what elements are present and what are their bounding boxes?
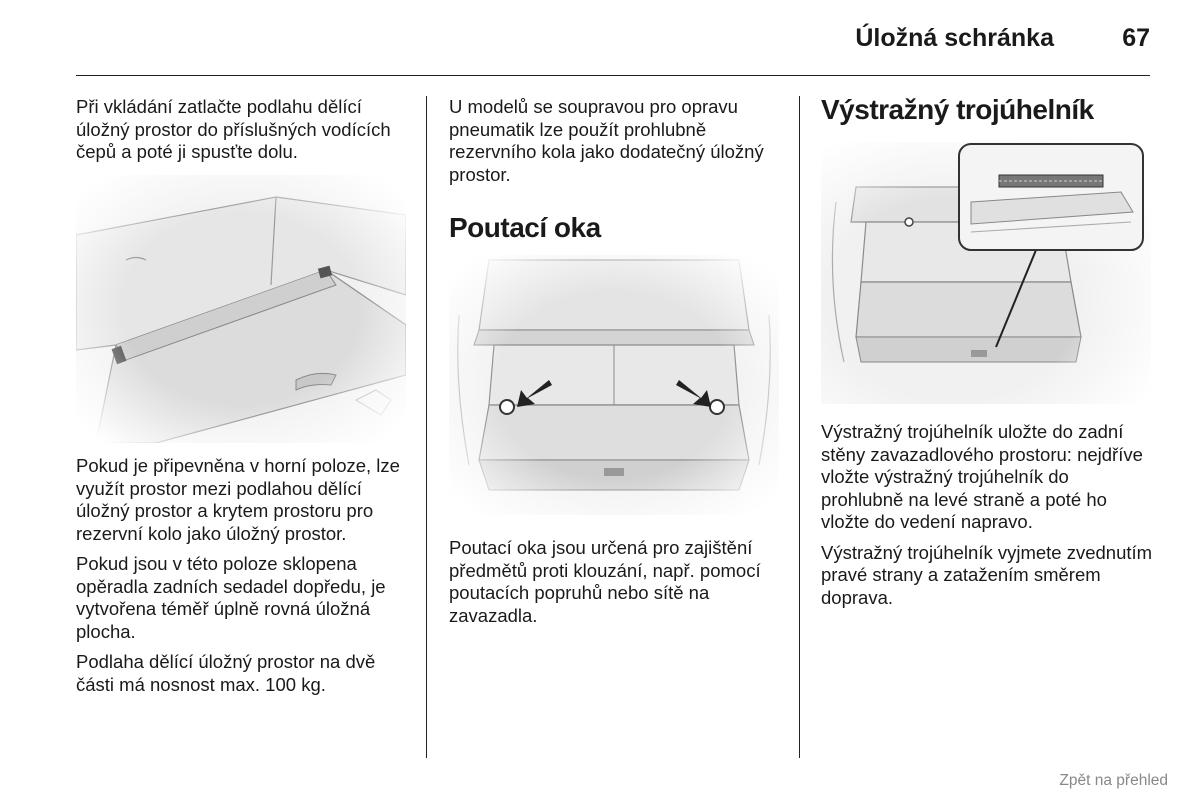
paragraph-upper-position: Pokud je připevněna v horní poloze, lze využít prostor mezi podlahou dělící úložný prostor a krytem prostoru pro rezervní kolo jako úložný prostor.	[76, 455, 400, 544]
heading-warning-triangle: Výstražný trojúhelník	[821, 94, 1094, 125]
back-to-overview-link[interactable]: Zpět na přehled	[1059, 772, 1168, 789]
column-left-lower	[76, 455, 411, 696]
column-middle-lower	[449, 537, 784, 627]
column-left	[76, 96, 411, 164]
paragraph-repair-kit: U modelů se soupravou pro opravu pneumatik lze použít prohlubně rezervního kola jako dodatečný úložný prostor.	[449, 96, 764, 185]
section-title: Úložná schránka	[855, 24, 1054, 52]
heading-lashing-eyes: Poutací oka	[449, 212, 601, 243]
illustration-load-floor	[76, 175, 406, 443]
column-right	[821, 94, 1156, 126]
column-divider-left	[426, 96, 427, 758]
paragraph-lashing-eyes: Poutací oka jsou určená pro zajištění předmětů proti klouzání, např. pomocí poutacích popruhů nebo sítě na zavazadla.	[449, 537, 761, 626]
paragraph-triangle-remove: Výstražný trojúhelník vyjmete zvednutím pravé strany a zatažením směrem doprava.	[821, 541, 1153, 608]
paragraph-load-capacity: Podlaha dělící úložný prostor na dvě části má nosnost max. 100 kg.	[76, 651, 376, 695]
column-divider-right	[799, 96, 800, 758]
paragraph-flat-surface: Pokud jsou v této poloze sklopena opěradla zadních sedadel dopředu, je vytvořena téměř úplně rovná úložná plocha.	[76, 553, 386, 642]
column-middle	[449, 96, 784, 244]
page-number: 67	[1122, 24, 1150, 52]
paragraph-floor-insert: Při vkládání zatlačte podlahu dělící úložný prostor do příslušných vodících čepů a poté ji spusťte dolu.	[76, 96, 391, 162]
page-header	[76, 22, 1150, 76]
column-right-lower	[821, 421, 1156, 609]
illustration-lashing-eyes	[449, 255, 779, 515]
paragraph-triangle-insert: Výstražný trojúhelník uložte do zadní stěny zavazadlového prostoru: nejdříve vložte výstražný trojúhelník do prohlubně na levé straně a poté ho vložte do vedení napravo.	[821, 421, 1143, 532]
illustration-warning-triangle	[821, 142, 1151, 404]
